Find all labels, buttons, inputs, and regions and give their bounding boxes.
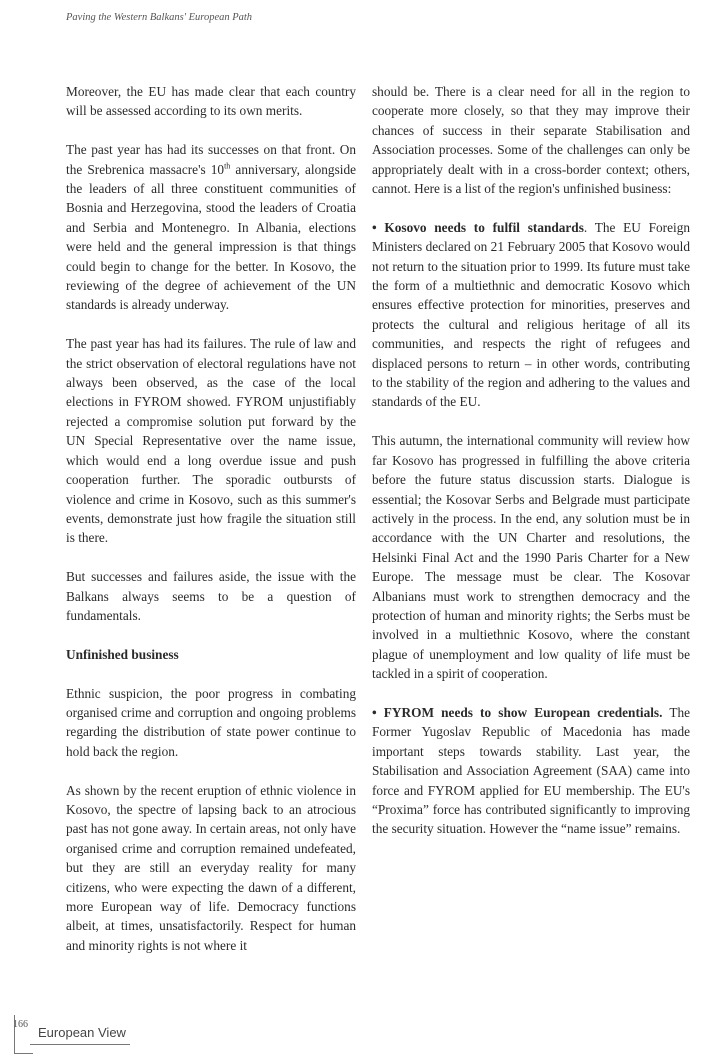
- publication-title: European View: [38, 1025, 126, 1040]
- bullet-text: . The EU Foreign Ministers declared on 21 February 2005 that Kosovo would not return to the situation prior to 1999. Its future must take the form of a multiethnic and democratic Kosovo which ensures effective protection for minorities, preserves and protects the cultural and religious heritage of all its communities, and respects the right of refugees and displaced persons to return – in other words, contributing to the stability of the region and adhering to the values and standards of the EU.: [372, 219, 690, 410]
- page-number: 166: [13, 1019, 28, 1030]
- paragraph: But successes and failures aside, the issue with the Balkans always seems to be a question of fundamentals.: [66, 569, 356, 623]
- paragraph: The past year has had its failures. The rule of law and the strict observation of electoral regulations have not always been observed, as the case of the local elections in FYROM showed. FYROM unjustifiably rejected a compromise solution put forward by the UN Special Representative over the name issue, which would end a long overdue issue and push cooperation further. The sporadic outbursts of violence and crime in Kosovo, such as this summer's events, demonstrate just how fragile the situation still is there.: [66, 336, 356, 546]
- bullet-item-kosovo: [372, 218, 690, 412]
- paragraph-text: anniversary, alongside the leaders of all three constituent communities of Bosnia and Herzegovina, stood the leaders of Croatia and Serbia and Montenegro. In Albania, elections were held and the general impression is that things could begin to change for the better. In Kosovo, the reviewing of the degree of achievement of the UN standards is already underway.: [66, 161, 356, 313]
- bullet-heading: • FYROM needs to show European credentials.: [372, 704, 663, 720]
- bullet-heading: • Kosovo needs to fulfil standards: [372, 219, 584, 235]
- ordinal-suffix: th: [224, 161, 231, 171]
- bullet-item-fyrom: [372, 703, 690, 839]
- left-column: [66, 82, 356, 955]
- running-head: Paving the Western Balkans' European Path: [66, 12, 253, 23]
- footer-rule: [30, 1044, 130, 1045]
- paragraph: Moreover, the EU has made clear that each country will be assessed according to its own merits.: [66, 84, 356, 119]
- paragraph: This autumn, the international community will review how far Kosovo has progressed in fulfilling the above criteria before the future status discussion starts. Dialogue is essential; the Kosovar Serbs and Belgrade must participate actively in the process. In the end, any solution must be in accordance with the UN Charter and resolutions, the Helsinki Final Act and the 1990 Paris Charter for a New Europe. The message must be clear. The Kosovar Albanians must work to strengthen democracy and the protection of human and minority rights; the Serbs must be involved in a multiethnic Kosovo, where the constant plague of unemployment and low quality of life must be tackled in a spirit of cooperation.: [372, 433, 690, 682]
- paragraph: should be. There is a clear need for all in the region to cooperate more closely, so that they may improve their chances of success in their separate Stabilisation and Association processes. Some of the challenges can only be appropriately dealt with in a cross-border context; others, cannot. Here is a list of the region's unfinished business:: [372, 84, 690, 197]
- paragraph: [66, 140, 356, 315]
- right-column: [372, 82, 690, 839]
- paragraph: Ethnic suspicion, the poor progress in combating organised crime and corruption and ongoing problems regarding the distribution of state power continue to hold back the region.: [66, 685, 356, 759]
- paragraph: As shown by the recent eruption of ethnic violence in Kosovo, the spectre of lapsing back to an atrocious past has not gone away. In certain areas, not only have organised crime and corruption remained undefeated, but they are still an everyday reality for many citizens, who were expecting the dawn of a different, more European way of life. Democracy functions albeit, at times, unsatisfactorily. Respect for human and minority rights is not where it: [66, 782, 356, 953]
- paragraph-text: The past year has had its successes on that front. On the Srebrenica massacre's 10: [66, 142, 356, 177]
- section-heading: Unfinished business: [66, 646, 179, 662]
- bullet-text: The Former Yugoslav Republic of Macedonia has made important steps towards stability. Last year, the Stabilisation and Association Agreement (SAA) came into force and FYROM applied for EU membership. The EU's “Proxima” force has contributed significantly to improving the security situation. However the “name issue” remains.: [372, 704, 690, 837]
